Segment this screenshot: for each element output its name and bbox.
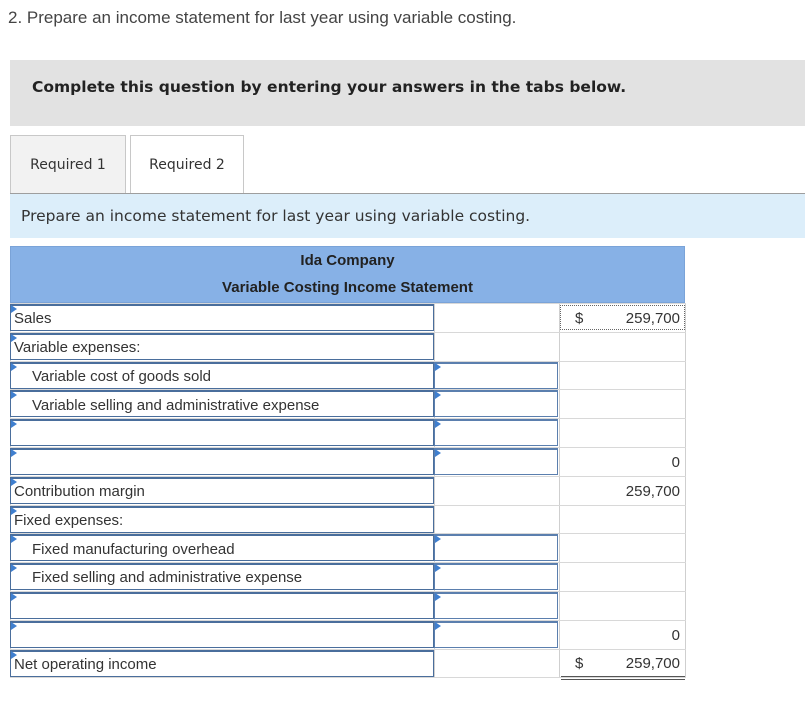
label-input-cell[interactable] (10, 419, 434, 446)
banner-text: Complete this question by entering your answers in the tabs below. (32, 78, 627, 96)
sales-currency: $ (575, 310, 584, 327)
amount-input-cell[interactable] (434, 362, 558, 389)
row-label-variable-selling-admin: Variable selling and administrative expense (32, 397, 320, 414)
amount-input-cell[interactable] (434, 592, 558, 619)
input-marker-icon (435, 593, 441, 601)
input-marker-icon (435, 420, 441, 428)
row-label-fixed-selling-admin: Fixed selling and administrative expense (32, 569, 303, 586)
instructions-banner (10, 60, 805, 126)
input-marker-icon (11, 564, 17, 572)
row-label-variable-cogs: Variable cost of goods sold (32, 368, 211, 385)
label-input-cell[interactable] (10, 448, 434, 475)
input-marker-icon (435, 391, 441, 399)
amount-input-cell[interactable] (434, 534, 558, 561)
label-input-cell[interactable] (10, 304, 434, 331)
label-input-cell[interactable] (10, 621, 434, 648)
noi-currency: $ (575, 655, 584, 672)
input-marker-icon (435, 535, 441, 543)
statement-header (10, 246, 685, 303)
grid-line (559, 303, 560, 678)
amount-input-cell[interactable] (434, 419, 558, 446)
row-label-contribution-margin: Contribution margin (14, 483, 145, 500)
amount-input-cell[interactable] (434, 390, 558, 417)
row-label-fixed-mfg-overhead: Fixed manufacturing overhead (32, 541, 235, 558)
double-underline (561, 676, 685, 677)
total-fixed-expenses: 0 (671, 627, 680, 644)
tab-required-2[interactable]: Required 2 (130, 135, 244, 193)
input-marker-icon (11, 593, 17, 601)
row-label-variable-expenses: Variable expenses: (14, 339, 141, 356)
tab-required-1[interactable]: Required 1 (10, 135, 126, 193)
instruction-text: Prepare an income statement for last year using variable costing. (21, 207, 531, 225)
row-label-sales: Sales (14, 310, 52, 327)
grid-line (10, 677, 686, 678)
sales-total: 259,700 (625, 310, 680, 327)
row-label-net-operating-income: Net operating income (14, 656, 157, 673)
instruction-panel (10, 194, 805, 238)
amount-input-cell[interactable] (434, 563, 558, 590)
statement-title: Variable Costing Income Statement (222, 279, 473, 296)
input-marker-icon (11, 391, 17, 399)
label-input-cell[interactable] (10, 592, 434, 619)
input-marker-icon (435, 363, 441, 371)
double-underline-2 (561, 679, 685, 680)
input-marker-icon (11, 363, 17, 371)
input-marker-icon (435, 564, 441, 572)
input-marker-icon (11, 622, 17, 630)
input-marker-icon (11, 420, 17, 428)
input-marker-icon (435, 449, 441, 457)
amount-input-cell[interactable] (434, 621, 558, 648)
contribution-margin-total: 259,700 (625, 483, 680, 500)
company-name: Ida Company (300, 252, 395, 269)
input-marker-icon (11, 449, 17, 457)
row-label-fixed-expenses: Fixed expenses: (14, 512, 124, 529)
net-operating-income-total: 259,700 (625, 655, 680, 672)
question-text: 2. Prepare an income statement for last year using variable costing. (8, 8, 517, 27)
total-variable-expenses: 0 (671, 454, 680, 471)
amount-input-cell[interactable] (434, 448, 558, 475)
input-marker-icon (435, 622, 441, 630)
grid-line (685, 303, 686, 678)
input-marker-icon (11, 535, 17, 543)
